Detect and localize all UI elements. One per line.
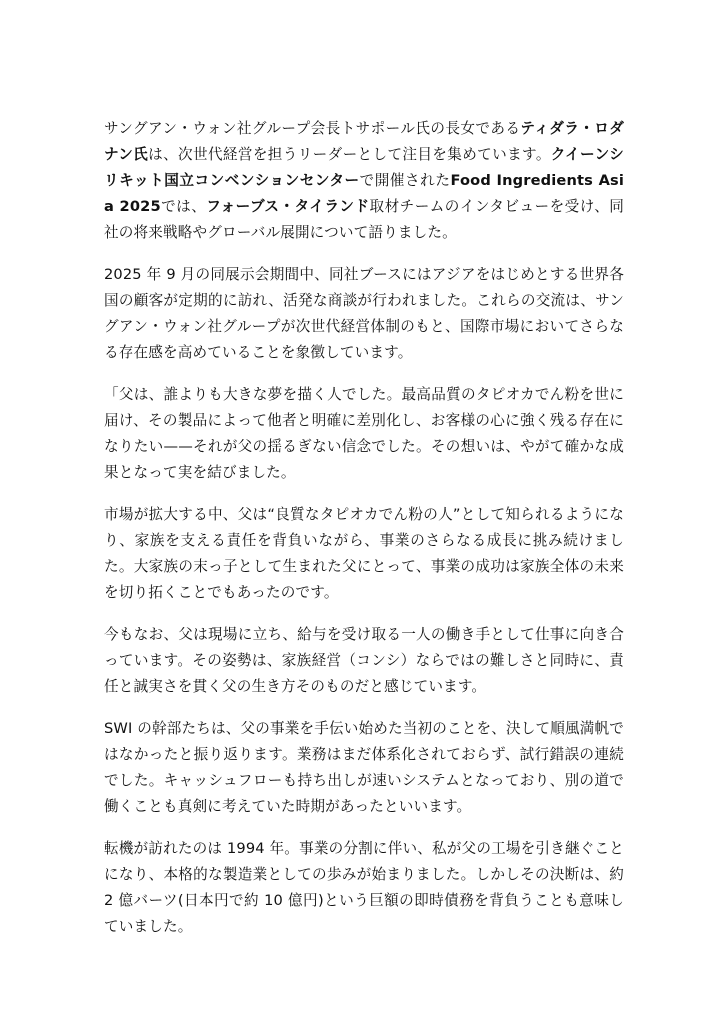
paragraph-1 — [104, 116, 624, 246]
paragraph-6 — [104, 716, 624, 820]
paragraph-2 — [104, 262, 624, 366]
text-span: 市場が拡大する中、父は“良質なタピオカでん粉の人”として知られるようになり、家族を支える責任を背負いながら、事業のさらなる成長に挑み続けました。大家族の末っ子として生まれた父にとって、事業の成功は家族全体の未来を切り拓くことでもあったのです。 — [104, 506, 624, 601]
document-body — [104, 116, 624, 956]
paragraph-5 — [104, 622, 624, 700]
text-span: 今もなお、父は現場に立ち、給与を受け取る一人の働き手として仕事に向き合っています。その姿勢は、家族経営（コンシ）ならではの難しさと同時に、責任と誠実さを貫く父の生き方そのものだと感じています。 — [104, 626, 624, 695]
paragraph-7 — [104, 836, 624, 940]
paragraph-4 — [104, 502, 624, 606]
text-span: では、 — [160, 198, 207, 215]
text-span: 2025 年 9 月の同展示会期間中、同社ブースにはアジアをはじめとする世界各国の顧客が定期的に訪れ、活発な商談が行われました。これらの交流は、サングアン・ウォン社グループが次世代経営体制のもと、国際市場においてさらなる存在感を高めていることを象徴しています。 — [104, 266, 624, 361]
text-span: 「父は、誰よりも大きな夢を描く人でした。最高品質のタピオカでん粉を世に届け、その製品によって他者と明確に差別化し、お客様の心に強く残る存在になりたい——それが父の揺るぎない信念でした。その想いは、やがて確かな成果となって実を結びました。 — [104, 386, 624, 481]
text-span: サングアン・ウォン社グループ会長トサポール氏の長女である — [104, 120, 521, 137]
bold-name-tidara: ティダラ・ロダナン氏 — [104, 120, 624, 163]
bold-venue: クイーンシリキット国立コンベンションセンター — [104, 146, 624, 189]
text-span: で開催された — [359, 172, 451, 189]
text-span: は、次世代経営を担うリーダーとして注目を集めています。 — [148, 146, 551, 163]
bold-forbes-thailand: フォーブス・タイランド — [206, 198, 370, 215]
text-span: SWI の幹部たちは、父の事業を手伝い始めた当初のことを、決して順風満帆ではなかったと振り返ります。業務はまだ体系化されておらず、試行錯誤の連続でした。キャッシュフローも持ち出しが速いシステムとなっており、別の道で働くことも真剣に考えていた時期があったといいます。 — [104, 720, 624, 815]
bold-event-name: Food Ingredients Asia 2025 — [104, 172, 625, 215]
text-span: 転機が訪れたのは 1994 年。事業の分割に伴い、私が父の工場を引き継ぐことになり、本格的な製造業としての歩みが始まりました。しかしその決断は、約 2 億バーツ(日本円で約 10 億円)という巨額の即時債務を背負うことも意味していました。 — [104, 840, 624, 935]
paragraph-3-quote — [104, 382, 624, 486]
text-span: 取材チームのインタビューを受け、同社の将来戦略やグローバル展開について語りました。 — [104, 198, 624, 241]
